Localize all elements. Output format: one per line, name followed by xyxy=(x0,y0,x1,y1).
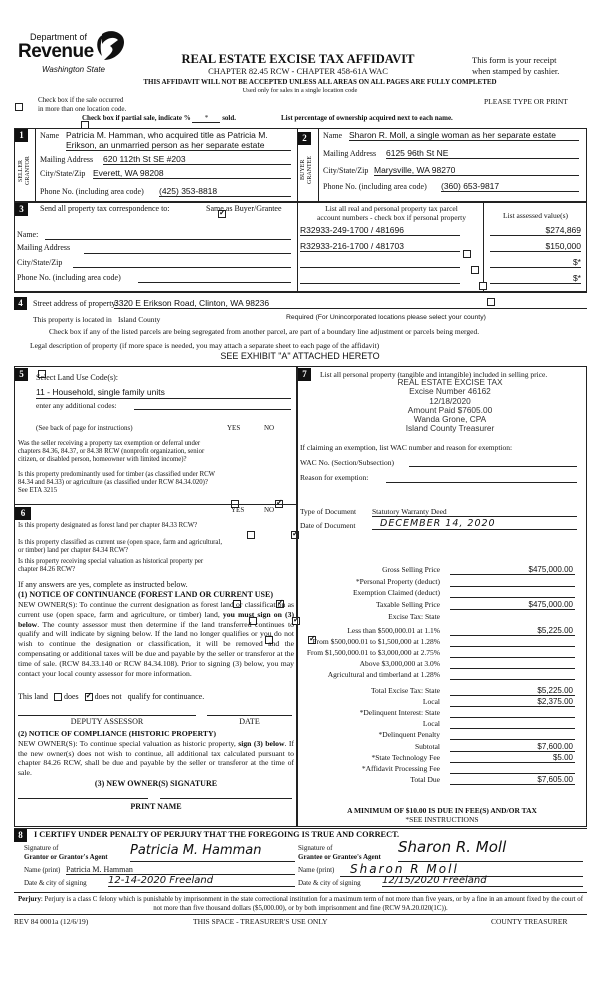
does-checkbox[interactable] xyxy=(54,693,62,701)
buyer-phone-value[interactable]: (360) 653-9817 xyxy=(441,181,579,192)
tax-row xyxy=(300,577,590,588)
tax-row-label: *Affidavit Processing Fee xyxy=(361,764,440,773)
tax-row-value[interactable]: $475,000.00 xyxy=(450,565,575,575)
tax-row-label: *Delinquent Interest: State xyxy=(359,708,440,717)
correspondence-name-label: Name: xyxy=(17,230,39,239)
correspondence-phone-label: Phone No. (including area code) xyxy=(17,273,121,282)
stamp-line: 12/18/2020 xyxy=(429,395,471,406)
perjury-label: Perjury xyxy=(17,896,41,903)
receipt-note-2: when stamped by cashier. xyxy=(472,66,560,76)
personal-property-label: List all personal property (tangible and intangible) included in selling price. xyxy=(320,370,548,379)
print-name-label: PRINT NAME xyxy=(130,802,182,811)
section-2-badge: 2 xyxy=(298,132,311,145)
section-5-badge: 5 xyxy=(15,368,28,381)
form-subtitle: CHAPTER 82.45 RCW - CHAPTER 458-61A WAC xyxy=(208,66,388,76)
tax-row-label: *State Technology Fee xyxy=(371,753,440,762)
assessed-value-input[interactable]: $* xyxy=(490,257,581,268)
personal-property-checkbox[interactable] xyxy=(479,282,487,290)
tax-row-label: Taxable Selling Price xyxy=(375,600,440,609)
seller-name-line2[interactable]: Erikson, an unmarried person as her separate estate xyxy=(66,140,291,151)
land-use-code-select[interactable]: 11 - Household, single family units xyxy=(36,387,291,399)
section6-yes-header: YES xyxy=(231,506,245,514)
tax-row-value[interactable]: $2,375.00 xyxy=(450,697,575,707)
tax-row-value[interactable]: $7,600.00 xyxy=(450,742,575,752)
qualify-label: qualify for continuance. xyxy=(127,692,205,701)
notice1-bold: you must sign on (3) below xyxy=(18,609,294,629)
tax-row-label: Local xyxy=(422,697,440,706)
parcel-account-input[interactable] xyxy=(300,273,460,284)
assessed-value-input[interactable]: $274,869 xyxy=(490,225,581,236)
tax-row-value[interactable]: $5,225.00 xyxy=(450,626,575,636)
tax-row-label: Gross Selling Price xyxy=(382,565,440,574)
tax-row-label: *Delinquent Penalty xyxy=(378,730,440,739)
logo-line2: Revenue xyxy=(18,41,94,62)
parcel-account-input[interactable] xyxy=(300,257,460,268)
seller-name-label: Name xyxy=(40,131,60,140)
this-land-label: This land xyxy=(18,692,48,701)
grantor-name-label: Name (print) xyxy=(24,866,61,874)
seller-phone-label: Phone No. (including area code) xyxy=(40,187,144,196)
tax-row xyxy=(300,697,590,708)
notice-continuance-title: (1) NOTICE OF CONTINUANCE (FOREST LAND OR CURRENT USE) xyxy=(18,590,273,599)
certify-statement: I CERTIFY UNDER PENALTY OF PERJURY THAT THE FOREGOING IS TRUE AND CORRECT. xyxy=(34,830,400,839)
parcel-header-2: account numbers - check box if personal property xyxy=(317,213,466,222)
segregated-label: Check box if any of the listed parcels are being segregated from another parcel, are part of a boundary line adjustment or parcels being merged. xyxy=(49,327,480,336)
continuance-row xyxy=(18,692,204,701)
section-4-badge: 4 xyxy=(14,297,27,310)
tax-row xyxy=(300,686,590,697)
grantor-signature-label-2: Grantor or Grantor's Agent xyxy=(24,853,108,861)
reason-label: Reason for exemption: xyxy=(300,473,369,482)
tax-row-value[interactable] xyxy=(450,670,575,680)
deputy-assessor-line[interactable] xyxy=(18,715,196,716)
tax-row xyxy=(300,719,590,730)
form-id: REV 84 0001a (12/6/19) xyxy=(14,917,89,926)
wac-input[interactable] xyxy=(409,458,577,467)
located-in-value[interactable]: Island County xyxy=(118,315,161,324)
reason-input[interactable] xyxy=(386,474,577,483)
tax-row-label: Less than $500,000.01 at 1.1% xyxy=(347,626,440,635)
new-owner-signature-line-1[interactable] xyxy=(18,798,148,799)
tax-row xyxy=(300,753,590,764)
tax-row-label: Agricultural and timberland at 1.28% xyxy=(327,670,440,679)
acceptance-warning: THIS AFFIDAVIT WILL NOT BE ACCEPTED UNLESS ALL AREAS ON ALL PAGES ARE FULLY COMPLETED xyxy=(143,78,497,86)
tax-row-value[interactable]: $7,605.00 xyxy=(450,775,575,785)
perjury-notice xyxy=(14,895,587,913)
grantee-date-label: Date & city of signing xyxy=(298,879,361,887)
ownership-note: List percentage of ownership acquired next to each name. xyxy=(281,114,453,122)
instructions-note: (See back of page for instructions) xyxy=(36,424,133,432)
tax-row xyxy=(300,775,590,786)
tax-row-value[interactable] xyxy=(450,648,575,658)
correspondence-city-label: City/State/Zip xyxy=(17,258,63,267)
stamp-line: REAL ESTATE EXCISE TAX xyxy=(397,377,503,387)
section6-question: Is this property receiving special valuation as historical property per chapter 84.26 RCW? xyxy=(18,558,204,573)
new-owner-signature-line-2[interactable] xyxy=(160,798,292,799)
document-type-label: Type of Document xyxy=(300,507,357,516)
buyer-mailing-value[interactable]: 6125 96th St NE xyxy=(386,148,579,159)
tax-row-value[interactable]: $5.00 xyxy=(450,753,575,763)
tax-row-value[interactable] xyxy=(450,637,575,647)
stamp-line: Wanda Grone, CPA xyxy=(413,414,487,425)
form-title: REAL ESTATE EXCISE TAX AFFIDAVIT xyxy=(181,52,415,66)
tax-row-value[interactable]: $475,000.00 xyxy=(450,600,575,610)
legal-description-label: Legal description of property (if more space is needed, you may attach a separate sheet to each page of the affidavit) xyxy=(30,341,380,350)
grantee-signature-label-2: Grantee or Grantee's Agent xyxy=(298,853,381,861)
tax-row-label: Total Due xyxy=(410,775,440,784)
notice1-part-a: NEW OWNER(S): To continue the current designation as forest land or classification as current use (open space, farm and agriculture, or timber) land, xyxy=(18,600,294,619)
street-address-label: Street address of property: xyxy=(33,299,118,308)
land-use-label: Select Land Use Code(s): xyxy=(36,373,118,382)
stamp-line: Excise Number 46162 xyxy=(409,386,491,397)
does-not-checkbox[interactable] xyxy=(85,693,93,701)
assessed-value-input[interactable]: $* xyxy=(490,273,581,284)
new-owner-signature-title: (3) NEW OWNER(S) SIGNATURE xyxy=(94,779,218,788)
buyer-city-label: City/State/Zip xyxy=(323,166,369,175)
deputy-assessor-label: DEPUTY ASSESSOR xyxy=(70,717,144,726)
tax-row-value[interactable] xyxy=(450,719,575,729)
buyer-phone-label: Phone No. (including area code) xyxy=(323,182,427,191)
partial-sale-percent-input[interactable]: * xyxy=(192,114,220,123)
does-not-label: does not xyxy=(94,692,122,701)
seller-name-line1[interactable]: Patricia M. Hamman, who acquired title as Patricia M. xyxy=(66,130,268,140)
tax-row-label: Local xyxy=(422,719,440,728)
notice1-part-b: . The county assessor must then determine if the land transferred continues to qualify and will indicate by signing below. If the land no longer qualifies or you do not wish to continue the designation or classification, it will be removed and the compensating or additional taxes will be due and payable by the seller or transferor at the time of sale. (RCW 84.33.140 or RCW 84.34.108). Prior to signing (3) below, you may contact your local county assessor for more information. xyxy=(18,619,294,678)
correspondence-mailing-input[interactable] xyxy=(84,245,291,254)
grantee-date-value[interactable]: 12/15/2020 Freeland xyxy=(382,875,583,887)
multi-location-label-1: Check box if the sale occurred xyxy=(38,96,124,104)
partial-sale-suffix: sold. xyxy=(222,114,237,122)
buyer-mailing-label: Mailing Address xyxy=(323,149,377,158)
land-use-yes-header: YES xyxy=(227,424,241,432)
notice2-part-b: . If the new owner(s) does not wish to continue, all additional tax calculated pursuant to chapter 84.26 RCW, shall be due and payable by the seller or transferor at the time of sale. xyxy=(18,739,294,777)
notice2-part-a: NEW OWNER(S): To continue special valuation as historic property, xyxy=(18,739,239,748)
partial-sale-row xyxy=(82,114,236,123)
section-7-badge: 7 xyxy=(298,368,311,381)
seller-phone-value[interactable]: (425) 353-8818 xyxy=(159,186,291,197)
stamp-line: Island County Treasurer xyxy=(405,423,495,434)
grantor-signature[interactable]: Patricia M. Hamman xyxy=(130,843,295,862)
section-3-badge: 3 xyxy=(15,203,28,216)
section-1-badge: 1 xyxy=(15,129,28,142)
legal-description-value[interactable]: SEE EXHIBIT "A" ATTACHED HERETO xyxy=(220,351,380,361)
land-use-question: Is this property predominantly used for timber (as classified under RCW 84.34 and 84.33) or agriculture (as classified under RCW 84.34.020)? See ETA 3215 xyxy=(18,471,215,494)
additional-codes-label: enter any additional codes: xyxy=(36,401,117,410)
seller-city-value[interactable]: Everett, WA 98208 xyxy=(93,168,291,179)
grantor-date-label: Date & city of signing xyxy=(24,879,87,887)
exemption-label: If claiming an exemption, list WAC number and reason for exemption: xyxy=(300,443,513,452)
grantor-name-value[interactable]: Patricia M. Hamman xyxy=(66,865,295,875)
tax-row xyxy=(300,565,590,576)
treasurer-space-label: THIS SPACE - TREASURER'S USE ONLY xyxy=(193,917,328,926)
section-4-top-rule xyxy=(14,292,587,293)
tax-row-label: Exemption Claimed (deduct) xyxy=(352,588,440,597)
tax-row xyxy=(300,764,590,775)
receipt-note-1: This form is your receipt xyxy=(472,55,557,65)
tax-row-label: From $500,000.01 to $1,500,000 at 1.28% xyxy=(312,637,440,646)
tax-row-label: *Personal Property (deduct) xyxy=(355,577,440,586)
grantee-name-label: Name (print) xyxy=(298,866,335,874)
tax-row-value[interactable] xyxy=(450,577,575,587)
tax-row xyxy=(300,708,590,719)
tax-row-value[interactable]: $5,225.00 xyxy=(450,686,575,696)
county-treasurer-label: COUNTY TREASURER xyxy=(491,917,568,926)
tax-row-value[interactable] xyxy=(450,659,575,669)
parcel-account-input[interactable]: R32933-216-1700 / 481703 xyxy=(300,241,460,252)
seller-mailing-value[interactable]: 620 112th St SE #203 xyxy=(103,154,291,165)
assessed-value-input[interactable]: $150,000 xyxy=(490,241,581,252)
personal-property-checkbox[interactable] xyxy=(471,266,479,274)
street-address-value[interactable]: 3320 E Erikson Road, Clinton, WA 98236 xyxy=(114,298,587,309)
buyer-city-value[interactable]: Marysville, WA 98270 xyxy=(374,165,579,176)
document-date-value[interactable]: DECEMBER 14, 2020 xyxy=(372,518,577,530)
logo-line3: Washington State xyxy=(42,65,106,74)
tax-row-value[interactable] xyxy=(450,708,575,718)
tax-row-value[interactable] xyxy=(450,764,575,774)
notice-continuance-text xyxy=(18,600,294,678)
tax-row-value[interactable] xyxy=(450,730,575,740)
grantee-name-value[interactable]: Sharon R Moll xyxy=(340,862,583,877)
if-yes-note: If any answers are yes, complete as instructed below. xyxy=(18,580,188,589)
section6-no-header: NO xyxy=(264,506,275,514)
document-type-value[interactable]: Statutory Warranty Deed xyxy=(372,507,577,517)
partial-sale-label: Check box if partial sale, indicate % xyxy=(82,114,191,122)
required-county-note: Required (For Unincorporated locations please select your county) xyxy=(286,314,486,321)
correspondence-city-input[interactable] xyxy=(73,259,291,268)
land-use-question: Was the seller receiving a property tax exemption or deferral under chapters 84.36, 84.37, or 84.38 RCW (nonprofit organization, senior citizen, or disabled person, homeowner with limited income)? xyxy=(18,440,205,463)
notice-compliance-text xyxy=(18,739,294,777)
tax-row xyxy=(300,637,590,648)
perjury-rule xyxy=(14,892,587,893)
perjury-text: : Perjury is a class C felony which is punishable by imprisonment in the state correctional institution for a maximum term of not more than five years, or by a fine in an amount fixed by the court of not more than five thousand dollars ($5,000.00), or by both imprisonment and fine (RCW 9A.20.020(1C)). xyxy=(40,896,584,912)
grantor-signature-label-1: Signature of xyxy=(24,844,59,852)
section6-question: Is this property classified as current use (open space, farm and agricultural, or timber) land per chapter 84.34 RCW? xyxy=(18,539,223,554)
stamp-line: Amount Paid $7605.00 xyxy=(407,404,493,415)
section-6-badge: 6 xyxy=(15,507,31,520)
parcel-account-input[interactable]: R32933-249-1700 / 481696 xyxy=(300,225,460,236)
tax-row xyxy=(300,659,590,670)
correspondence-label: Send all property tax correspondence to: xyxy=(40,204,170,213)
buyer-name-value[interactable]: Sharon R. Moll, a single woman as her separate estate xyxy=(349,130,579,141)
personal-property-checkbox[interactable] xyxy=(463,250,471,258)
tax-row xyxy=(300,742,590,753)
tax-row-label: Excise Tax: State xyxy=(388,612,440,621)
tax-row-label: Total Excise Tax: State xyxy=(370,686,440,695)
logo-line1: Department of xyxy=(30,32,88,42)
correspondence-name-input[interactable] xyxy=(45,230,291,240)
buyer-name-label: Name xyxy=(323,131,343,140)
notice2-bold: sign (3) below xyxy=(238,739,285,748)
single-location-note: Used only for sales in a single location code xyxy=(242,87,358,94)
tax-row-value[interactable] xyxy=(450,588,575,598)
seller-side-divider xyxy=(35,128,36,202)
footer-rule xyxy=(14,914,587,915)
buyer-side-label: BUYER GRANTEE xyxy=(300,156,313,184)
tax-row xyxy=(300,588,590,599)
tax-row xyxy=(300,612,590,623)
section6-question: Is this property designated as forest land per chapter 84.33 RCW? xyxy=(18,522,198,529)
tax-row-label: Subtotal xyxy=(414,742,440,751)
tax-row xyxy=(300,670,590,681)
grantee-signature[interactable]: Sharon R. Moll xyxy=(398,838,583,862)
notice-compliance-title: (2) NOTICE OF COMPLIANCE (HISTORIC PROPERTY) xyxy=(18,729,217,738)
grantee-signature-label-1: Signature of xyxy=(298,844,333,852)
wac-label: WAC No. (Section/Subsection) xyxy=(300,458,394,467)
correspondence-mailing-label: Mailing Address xyxy=(17,243,71,252)
section-8-badge: 8 xyxy=(14,829,27,842)
land-use-no-header: NO xyxy=(264,424,275,432)
tax-row xyxy=(300,648,590,659)
tax-row-label: Above $3,000,000 at 3.0% xyxy=(359,659,440,668)
correspondence-phone-input[interactable] xyxy=(138,274,291,283)
seller-mailing-label: Mailing Address xyxy=(40,155,94,164)
does-label: does xyxy=(64,692,79,701)
additional-codes-input[interactable] xyxy=(134,401,291,410)
tax-row xyxy=(300,730,590,741)
dor-swoosh-logo-icon xyxy=(96,30,126,62)
minimum-due-note: A MINIMUM OF $10.00 IS DUE IN FEE(S) AND/OR TAX xyxy=(347,806,537,815)
multi-location-checkbox[interactable] xyxy=(15,103,23,111)
assessor-date-line[interactable] xyxy=(207,715,292,716)
tax-row xyxy=(300,626,590,637)
treasurer-stamp xyxy=(360,378,540,434)
assessor-date-label: DATE xyxy=(239,717,260,726)
located-in-label: This property is located in xyxy=(33,315,112,324)
assessed-value-header: List assessed value(s) xyxy=(503,211,568,220)
same-as-buyer-label: Same as Buyer/Grantee xyxy=(206,204,282,213)
please-type-note: PLEASE TYPE OR PRINT xyxy=(484,97,568,106)
seller-city-label: City/State/Zip xyxy=(40,169,86,178)
tax-row xyxy=(300,600,590,611)
buyer-side-divider xyxy=(318,128,319,202)
document-date-label: Date of Document xyxy=(300,521,356,530)
parcel-header-1: List all real and personal property tax parcel xyxy=(325,204,458,213)
tax-row-label: From $1,500,000.01 to $3,000,000 at 2.75% xyxy=(306,648,440,657)
multi-location-label-2: in more than one location code. xyxy=(38,105,127,113)
see-instructions-note: *SEE INSTRUCTIONS xyxy=(405,815,479,824)
seller-side-label: SELLER GRANTOR xyxy=(18,156,31,186)
dor-logo xyxy=(18,30,128,80)
grantor-date-value[interactable]: 12-14-2020 Freeland xyxy=(108,875,295,887)
